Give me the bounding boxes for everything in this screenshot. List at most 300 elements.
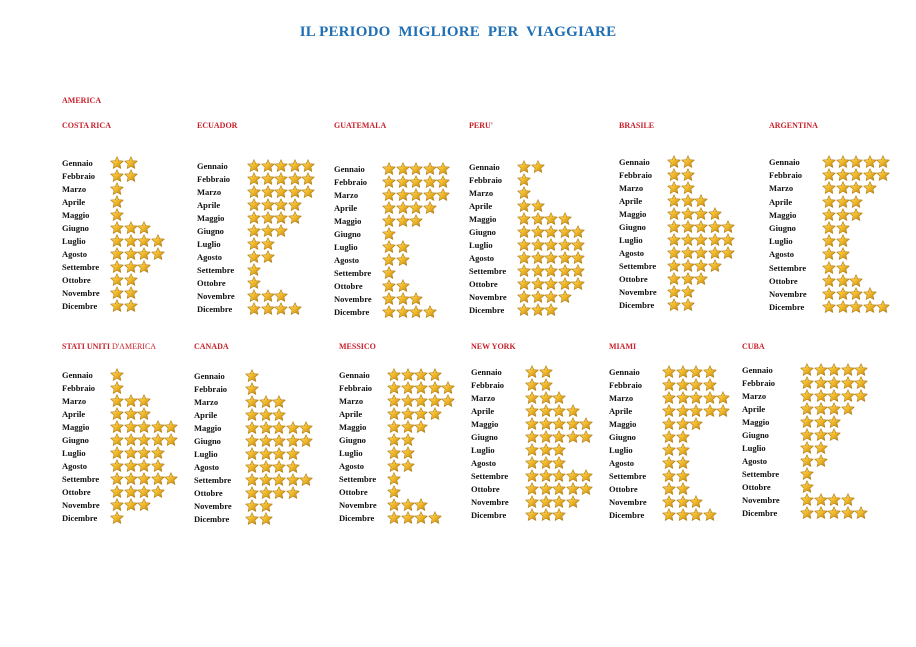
month-label: Dicembre [339,513,375,523]
star-icon [288,198,302,211]
star-icon [558,212,572,225]
star-icon [814,441,828,454]
star-icon [721,246,735,259]
star-icon [299,473,313,486]
star-icon [396,240,410,253]
star-icon [151,420,165,433]
star-icon [841,493,855,506]
star-icon [517,160,531,173]
star-icon [800,428,814,441]
star-icon [401,394,415,407]
star-icon [110,485,124,498]
star-icon [662,378,676,391]
month-label: Marzo [619,183,644,193]
star-icon [151,234,165,247]
star-icon [676,391,690,404]
star-icon [667,298,681,311]
star-icon [261,185,275,198]
star-icon [676,508,690,521]
star-icon [708,220,722,233]
star-icon [409,292,423,305]
star-icon [876,155,890,168]
month-label: Marzo [609,393,634,403]
star-icon [110,260,124,273]
month-label: Agosto [742,456,768,466]
month-label: Febbraio [469,175,503,185]
star-icon [849,168,863,181]
month-label: Maggio [469,214,497,224]
star-icon [822,274,836,287]
star-icon [676,430,690,443]
month-label: Ottobre [62,275,91,285]
star-icon [401,498,415,511]
star-icon [836,195,850,208]
star-icon [827,415,841,428]
star-icon [716,404,730,417]
star-icon [245,499,259,512]
star-icon [261,211,275,224]
month-label: Dicembre [469,305,505,315]
month-label: Settembre [197,265,235,275]
star-icon [274,224,288,237]
star-icon [247,237,261,250]
star-icon [261,237,275,250]
star-icon [849,300,863,313]
star-icon [552,391,566,404]
star-icon [409,162,423,175]
star-icon [800,389,814,402]
star-icon [272,434,286,447]
star-icon [245,447,259,460]
star-icon [662,443,676,456]
star-icon [272,460,286,473]
month-label: Agosto [194,462,220,472]
destination-name [62,121,111,130]
month-label: Aprile [194,410,218,420]
star-icon [428,381,442,394]
star-icon [247,198,261,211]
star-icon [814,493,828,506]
star-icon [849,155,863,168]
destination-name [471,342,516,351]
star-icon [539,417,553,430]
month-label: Marzo [62,184,87,194]
star-icon [409,201,423,214]
month-label: Dicembre [742,508,778,518]
star-icon [531,251,545,264]
star-icon [849,195,863,208]
star-icon [531,199,545,212]
star-icon [681,259,695,272]
star-icon [387,407,401,420]
star-icon [164,472,178,485]
star-icon [558,264,572,277]
star-icon [245,434,259,447]
month-label: Novembre [471,497,509,507]
month-label: Novembre [619,287,657,297]
month-label: Settembre [194,475,232,485]
star-icon [667,246,681,259]
month-label: Dicembre [197,304,233,314]
star-icon [558,277,572,290]
month-label: Aprile [339,409,363,419]
month-label: Febbraio [609,380,643,390]
star-icon [667,194,681,207]
star-icon [382,305,396,318]
star-icon [863,168,877,181]
star-icon [401,446,415,459]
star-icon [667,207,681,220]
star-icon [261,198,275,211]
month-label: Maggio [769,209,797,220]
month-label: Marzo [769,183,794,194]
month-label: Gennaio [339,370,370,380]
star-icon [428,368,442,381]
star-icon [423,175,437,188]
star-icon [245,460,259,473]
star-icon [814,376,828,389]
star-icon [539,469,553,482]
star-icon [382,253,396,266]
star-icon [800,363,814,376]
month-label: Febbraio [62,383,96,393]
month-label: Ottobre [339,487,368,497]
star-icon [849,181,863,194]
star-icon [558,238,572,251]
page-title: IL PERIODO MIGLIORE PER VIAGGIARE [299,24,617,40]
star-icon [274,159,288,172]
month-label: Agosto [62,249,88,259]
star-icon [164,420,178,433]
star-icon [544,238,558,251]
month-label: Agosto [609,458,635,468]
star-icon [822,181,836,194]
month-label: Giugno [339,435,366,445]
star-icon [382,162,396,175]
destination-name-text: PERU' [469,121,493,130]
month-label: Luglio [471,445,495,455]
star-icon [854,506,868,519]
star-icon [681,272,695,285]
month-label: Maggio [194,423,222,433]
star-icon [414,394,428,407]
star-icon [137,459,151,472]
star-icon [566,495,580,508]
star-icon [441,394,455,407]
month-label: Luglio [62,448,86,458]
month-label: Dicembre [471,510,507,520]
month-label: Ottobre [469,279,498,289]
destination-name-text: ECUADOR [197,121,238,130]
star-icon [552,482,566,495]
star-icon [396,214,410,227]
star-icon [396,162,410,175]
month-label: Gennaio [62,370,93,380]
star-icon [863,287,877,300]
star-icon [539,404,553,417]
star-icon [814,363,828,376]
star-icon [151,472,165,485]
star-icon [247,289,261,302]
month-label: Luglio [609,445,633,455]
star-icon [286,434,300,447]
month-label: Giugno [62,223,89,233]
star-icon [401,459,415,472]
star-icon [539,456,553,469]
star-icon [245,473,259,486]
star-icon [517,186,531,199]
star-icon [110,221,124,234]
month-label: Luglio [619,235,643,245]
star-icon [876,168,890,181]
month-label: Giugno [197,226,224,236]
star-icon [247,276,261,289]
star-icon [396,253,410,266]
star-icon [716,391,730,404]
month-label: Febbraio [194,384,228,394]
star-icon [827,428,841,441]
star-icon [137,247,151,260]
month-label: Dicembre [62,301,98,311]
star-icon [552,404,566,417]
star-icon [836,300,850,313]
star-icon [245,486,259,499]
star-icon [382,188,396,201]
month-label: Novembre [62,288,100,298]
star-icon [822,208,836,221]
star-icon [676,365,690,378]
destination-name-suffix: D'AMERICA [109,342,157,351]
star-icon [124,459,138,472]
month-label: Giugno [769,223,796,233]
star-icon [401,420,415,433]
star-icon [110,273,124,286]
month-label: Giugno [194,436,221,446]
star-icon [382,214,396,227]
star-icon [689,508,703,521]
month-label: Settembre [339,474,377,484]
star-icon [676,482,690,495]
month-label: Ottobre [471,484,500,494]
star-icon [247,250,261,263]
star-icon [544,277,558,290]
star-icon [703,378,717,391]
month-label: Gennaio [469,162,500,172]
month-label: Maggio [334,216,362,226]
star-icon [814,389,828,402]
star-icon [414,420,428,433]
star-icon [259,395,273,408]
month-label: Settembre [769,262,807,273]
star-icon [566,404,580,417]
month-label: Novembre [194,501,232,511]
star-icon [800,480,814,493]
star-icon [137,485,151,498]
star-icon [261,302,275,315]
star-icon [531,290,545,303]
star-icon [571,251,585,264]
star-icon [286,447,300,460]
star-icon [517,290,531,303]
star-icon [124,407,138,420]
star-icon [124,485,138,498]
month-label: Settembre [469,266,507,276]
star-icon [571,264,585,277]
star-icon [286,460,300,473]
month-label: Febbraio [339,383,373,393]
month-label: Novembre [769,289,807,299]
star-icon [124,273,138,286]
star-icon [245,421,259,434]
star-icon [667,155,681,168]
star-icon [552,430,566,443]
star-icon [436,175,450,188]
month-label: Gennaio [471,367,502,377]
month-label: Aprile [471,406,495,416]
star-icon [247,211,261,224]
star-icon [272,421,286,434]
destination-name [339,342,376,351]
month-label: Luglio [469,240,493,250]
star-icon [110,299,124,312]
star-icon [436,188,450,201]
star-icon [721,233,735,246]
star-icon [676,378,690,391]
star-icon [137,221,151,234]
star-icon [137,446,151,459]
star-icon [694,233,708,246]
star-icon [261,224,275,237]
star-icon [110,156,124,169]
month-label: Dicembre [609,510,645,520]
month-label: Gennaio [197,161,228,171]
star-icon [525,469,539,482]
star-icon [409,214,423,227]
star-icon [681,207,695,220]
destination-name-text: MIAMI [609,342,637,351]
star-icon [841,363,855,376]
star-icon [110,208,124,221]
star-icon [110,511,124,524]
star-icon [571,238,585,251]
star-icon [800,402,814,415]
star-icon [137,433,151,446]
month-label: Agosto [469,253,495,263]
star-icon [854,389,868,402]
star-icon [288,211,302,224]
star-icon [836,274,850,287]
month-label: Novembre [469,292,507,302]
month-label: Settembre [334,268,372,278]
star-icon [689,404,703,417]
star-icon [667,181,681,194]
month-label: Giugno [469,227,496,237]
star-icon [552,495,566,508]
star-icon [566,430,580,443]
star-icon [517,251,531,264]
star-icon [396,188,410,201]
star-icon [301,159,315,172]
star-icon [566,417,580,430]
star-icon [387,368,401,381]
star-icon [247,159,261,172]
month-label: Novembre [334,294,372,304]
star-icon [689,378,703,391]
star-icon [124,221,138,234]
star-icon [288,185,302,198]
star-icon [525,456,539,469]
star-icon [387,498,401,511]
month-label: Maggio [62,210,90,220]
star-icon [387,472,401,485]
star-icon [667,233,681,246]
star-icon [274,185,288,198]
star-icon [110,195,124,208]
star-icon [110,446,124,459]
star-icon [681,298,695,311]
star-icon [414,511,428,524]
star-icon [708,246,722,259]
star-icon [800,441,814,454]
month-label: Luglio [197,239,221,249]
star-icon [525,495,539,508]
star-icon [681,168,695,181]
month-label: Marzo [62,396,87,406]
month-label: Ottobre [197,278,226,288]
star-icon [517,225,531,238]
star-icon [517,264,531,277]
star-icon [579,469,593,482]
star-icon [841,376,855,389]
star-icon [137,472,151,485]
month-label: Luglio [62,236,86,246]
month-label: Agosto [197,252,223,262]
star-icon [531,160,545,173]
star-icon [245,408,259,421]
star-icon [531,212,545,225]
star-icon [703,365,717,378]
month-label: Gennaio [619,157,650,167]
star-icon [247,302,261,315]
star-icon [261,289,275,302]
star-icon [387,381,401,394]
star-icon [137,260,151,273]
month-label: Aprile [609,406,633,416]
star-icon [539,508,553,521]
star-icon [836,208,850,221]
star-icon [694,246,708,259]
destination-name [742,342,765,351]
star-icon [288,302,302,315]
star-icon [151,485,165,498]
month-label: Aprile [334,203,358,213]
star-icon [137,234,151,247]
destination-name-text: NEW YORK [471,342,516,351]
star-icon [124,420,138,433]
month-label: Maggio [339,422,367,432]
star-icon [827,376,841,389]
star-icon [571,225,585,238]
star-icon [863,155,877,168]
star-icon [247,172,261,185]
month-label: Aprile [62,409,86,419]
month-label: Aprile [742,404,766,414]
star-icon [721,220,735,233]
star-icon [552,456,566,469]
star-icon [571,277,585,290]
star-icon [272,447,286,460]
month-label: Aprile [62,197,86,207]
